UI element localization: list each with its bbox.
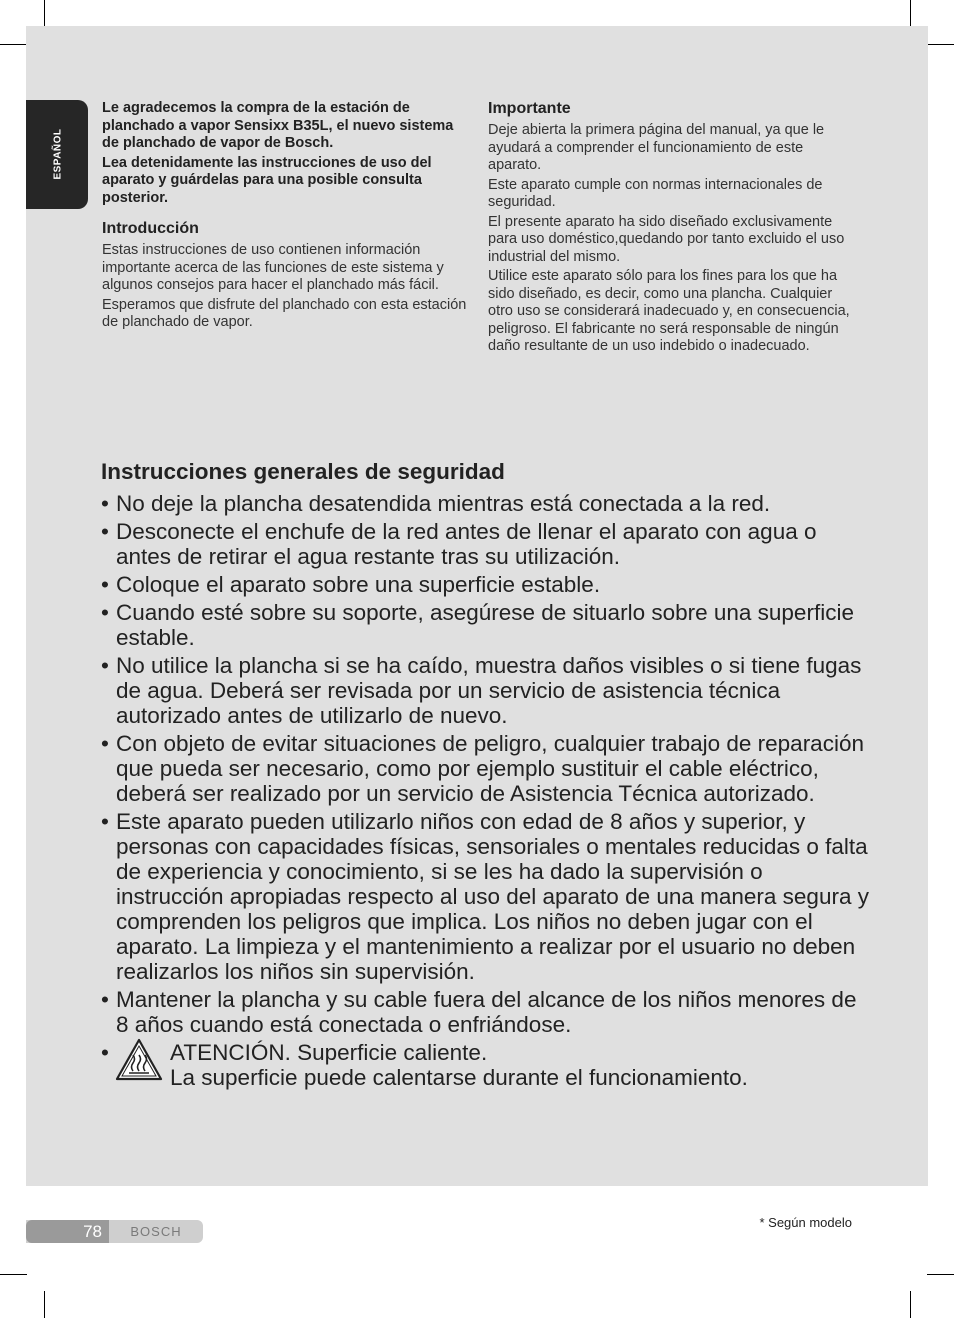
safety-item-text: No deje la plancha desatendida mientras está conectada a la red.: [116, 491, 771, 516]
important-paragraph: Este aparato cumple con normas internacionales de seguridad.: [488, 176, 823, 210]
bullet: •: [101, 987, 109, 1012]
safety-item-text: No utilice la plancha si se ha caído, muestra daños visibles o si tiene fugas de agua. Deberá ser revisada por un servicio de asistencia técnica autorizado antes de utilizarlo de nuevo.: [116, 653, 862, 728]
safety-item: [101, 491, 871, 516]
page-number: 78: [83, 1222, 102, 1241]
left-column: [102, 100, 470, 334]
crop-mark: [910, 1291, 911, 1318]
bullet: •: [101, 653, 109, 678]
bullet: •: [101, 1040, 109, 1065]
bullet: •: [101, 491, 109, 516]
crop-mark: [44, 1291, 45, 1318]
safety-item-text: Coloque el aparato sobre una superficie estable.: [116, 572, 601, 597]
warning-line-2: La superficie puede calentarse durante el funcionamiento.: [170, 1065, 748, 1090]
safety-item-text: Con objeto de evitar situaciones de peligro, cualquier trabajo de reparación que pueda ser necesario, como por ejemplo sustituir el cable eléctrico, deberá ser realizado por un servicio de Asistencia Técnica autorizado.: [116, 731, 864, 806]
safety-item: [101, 987, 871, 1037]
safety-item: [101, 809, 871, 984]
bullet: •: [101, 731, 109, 756]
safety-heading: Instrucciones generales de seguridad: [101, 459, 505, 484]
safety-section: [101, 457, 871, 1093]
safety-item: [101, 519, 871, 569]
crop-mark: [44, 0, 45, 27]
important-paragraph: El presente aparato ha sido diseñado exclusivamente para uso doméstico,quedando por tanto excluido el uso industrial del mismo.: [488, 213, 845, 265]
safety-list: [101, 491, 871, 1090]
crop-mark: [0, 1274, 27, 1275]
safety-item: [101, 572, 871, 597]
intro-read-instructions: Lea detenidamente las instrucciones de uso del aparato y guárdelas para una posible consulta posterior.: [102, 154, 432, 206]
crop-mark: [0, 44, 27, 45]
intro-thanks: Le agradecemos la compra de la estación de planchado a vapor Sensixx B35L, el nuevo sistema de planchado de vapor de Bosch.: [102, 100, 454, 151]
safety-item-text: Desconecte el enchufe de la red antes de llenar el aparato con agua o antes de retirar el agua restante tras su utilización.: [116, 519, 817, 569]
crop-mark: [927, 44, 954, 45]
introduction-paragraph: Esperamos que disfrute del planchado con esta estación de planchado de vapor.: [102, 296, 467, 330]
hot-surface-warning-icon: [115, 1038, 163, 1082]
crop-mark: [910, 0, 911, 27]
safety-item: [101, 731, 871, 806]
crop-mark: [927, 1274, 954, 1275]
important-heading: Importante: [488, 100, 571, 117]
safety-item-text: Mantener la plancha y su cable fuera del alcance de los niños menores de 8 años cuando está conectada o enfriándose.: [116, 987, 857, 1037]
right-column: [488, 99, 852, 358]
footnote: * Según modelo: [759, 1215, 852, 1230]
brand-label: BOSCH: [130, 1224, 182, 1239]
safety-item-text: Este aparato pueden utilizarlo niños con edad de 8 años y superior, y personas con capacidades físicas, sensoriales o mentales reducidas o falta de experiencia y conocimiento, si se les ha dado la supervisión o instrucción apropiadas respecto al uso del aparato de una manera segura y comprenden los peligros que implica. Los niños no deben jugar con el aparato. La limpieza y el mantenimiento a realizar por el usuario no deben realizarlos los niños sin supervisión.: [116, 809, 869, 984]
important-paragraph: Deje abierta la primera página del manual, ya que le ayudará a comprender el funcionamiento de este aparato.: [488, 122, 825, 173]
warning-line-1: ATENCIÓN. Superficie caliente.: [170, 1040, 488, 1065]
bullet: •: [101, 519, 109, 544]
bullet: •: [101, 600, 109, 625]
bullet: •: [101, 572, 109, 597]
safety-item: [101, 653, 871, 728]
introduction-heading: Introducción: [102, 220, 199, 237]
safety-item: [101, 600, 871, 650]
language-tab-label: ESPAÑOL: [52, 128, 64, 180]
introduction-paragraph: Estas instrucciones de uso contienen información importante acerca de las funciones de este sistema y algunos consejos para hacer el planchado más fácil.: [102, 242, 444, 293]
safety-item-text: Cuando esté sobre su soporte, asegúrese de situarlo sobre una superficie estable.: [116, 600, 854, 650]
bullet: •: [101, 809, 109, 834]
important-paragraph: Utilice este aparato sólo para los fines para los que ha sido diseñado, es decir, como una plancha. Cualquier otro uso se considerará inadecuado y, en consecuencia, peligroso. El fabricante no será responsable de ningún daño resultante de un uso indebido o inadecuado.: [488, 268, 850, 354]
language-tab: [26, 100, 88, 209]
safety-warning-item: [101, 1040, 871, 1090]
page-number-badge: [26, 1220, 109, 1243]
